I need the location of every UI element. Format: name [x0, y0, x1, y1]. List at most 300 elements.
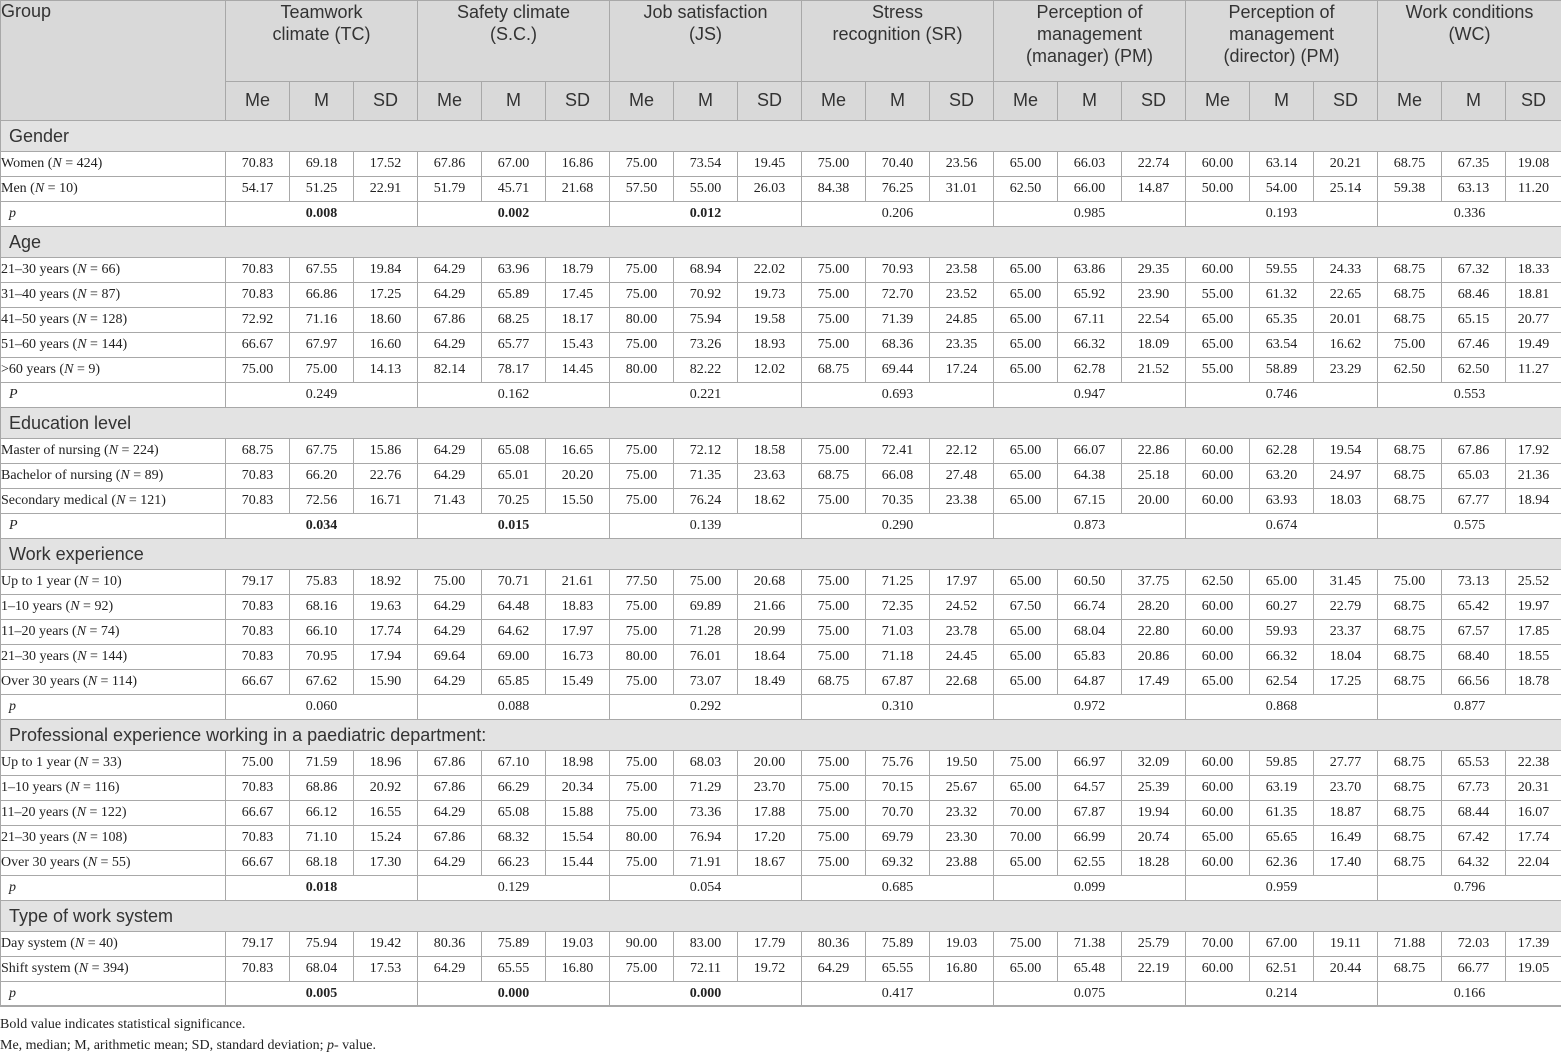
- row-label-count: = 394): [88, 961, 129, 976]
- value-cell: 68.75: [1378, 776, 1442, 801]
- value-cell: 65.00: [1186, 308, 1250, 333]
- value-cell: 22.02: [738, 258, 802, 283]
- value-cell: 20.31: [1506, 776, 1561, 801]
- p-value-cell: 0.075: [994, 982, 1186, 1007]
- value-cell: 17.40: [1314, 851, 1378, 876]
- value-cell: 57.50: [610, 177, 674, 202]
- value-cell: 23.29: [1314, 358, 1378, 383]
- table-row: [1, 489, 1561, 514]
- value-cell: 54.00: [1250, 177, 1314, 202]
- value-cell: 21.66: [738, 595, 802, 620]
- value-cell: 18.83: [546, 595, 610, 620]
- table-row: [1, 570, 1561, 595]
- value-cell: 75.00: [610, 464, 674, 489]
- value-cell: 75.00: [802, 851, 866, 876]
- section-header-row: [1, 227, 1561, 258]
- value-cell: 23.70: [738, 776, 802, 801]
- row-label-n: N: [64, 362, 74, 377]
- value-cell: 78.17: [482, 358, 546, 383]
- value-cell: 75.00: [226, 358, 290, 383]
- value-cell: 72.11: [674, 957, 738, 982]
- value-cell: 21.36: [1506, 464, 1561, 489]
- value-cell: 19.50: [930, 751, 994, 776]
- value-cell: 22.91: [354, 177, 418, 202]
- value-cell: 70.83: [226, 620, 290, 645]
- value-cell: 64.29: [418, 333, 482, 358]
- value-cell: 60.00: [1186, 751, 1250, 776]
- value-cell: 75.00: [802, 333, 866, 358]
- value-cell: 19.03: [930, 932, 994, 957]
- value-cell: 62.51: [1250, 957, 1314, 982]
- value-cell: 20.00: [738, 751, 802, 776]
- value-cell: 60.00: [1186, 489, 1250, 514]
- value-cell: 69.89: [674, 595, 738, 620]
- value-cell: 68.44: [1442, 801, 1506, 826]
- value-cell: 64.38: [1058, 464, 1122, 489]
- table-row: [1, 751, 1561, 776]
- value-cell: 11.20: [1506, 177, 1561, 202]
- value-cell: 20.92: [354, 776, 418, 801]
- value-cell: 20.74: [1122, 826, 1186, 851]
- p-value-cell: 0.417: [802, 982, 994, 1007]
- value-cell: 16.73: [546, 645, 610, 670]
- value-cell: 71.29: [674, 776, 738, 801]
- subheader-me: Me: [1378, 81, 1442, 120]
- value-cell: 67.86: [418, 826, 482, 851]
- subheader-me: Me: [1186, 81, 1250, 120]
- value-cell: 65.00: [994, 258, 1058, 283]
- row-label-n: N: [108, 443, 119, 458]
- value-cell: 67.10: [482, 751, 546, 776]
- value-cell: 68.75: [1378, 957, 1442, 982]
- value-cell: 67.75: [290, 439, 354, 464]
- value-cell: 68.18: [290, 851, 354, 876]
- value-cell: 64.29: [418, 464, 482, 489]
- value-cell: 68.75: [1378, 851, 1442, 876]
- value-cell: 68.32: [482, 826, 546, 851]
- value-cell: 68.16: [290, 595, 354, 620]
- value-cell: 75.00: [802, 570, 866, 595]
- value-cell: 60.00: [1186, 776, 1250, 801]
- value-cell: 15.88: [546, 801, 610, 826]
- value-cell: 80.36: [418, 932, 482, 957]
- value-cell: 75.00: [802, 283, 866, 308]
- value-cell: 65.01: [482, 464, 546, 489]
- value-cell: 18.58: [738, 439, 802, 464]
- row-label-count: = 224): [118, 443, 159, 458]
- value-cell: 66.74: [1058, 595, 1122, 620]
- value-cell: 75.00: [610, 851, 674, 876]
- value-cell: 69.79: [866, 826, 930, 851]
- value-cell: 68.46: [1442, 283, 1506, 308]
- value-cell: 63.20: [1250, 464, 1314, 489]
- value-cell: 20.77: [1506, 308, 1561, 333]
- row-label-text: 11–20 years (: [1, 805, 77, 820]
- row-label-count: = 9): [73, 362, 101, 377]
- value-cell: 71.38: [1058, 932, 1122, 957]
- value-cell: 65.00: [994, 776, 1058, 801]
- value-cell: 75.83: [290, 570, 354, 595]
- p-value-cell: 0.214: [1186, 982, 1378, 1007]
- value-cell: 18.64: [738, 645, 802, 670]
- value-cell: 68.75: [802, 358, 866, 383]
- value-cell: 62.54: [1250, 670, 1314, 695]
- value-cell: 22.68: [930, 670, 994, 695]
- row-label: [1, 570, 226, 595]
- row-label-n: N: [77, 262, 87, 277]
- p-value-cell: 0.000: [610, 982, 802, 1007]
- table-row: [1, 358, 1561, 383]
- value-cell: 69.44: [866, 358, 930, 383]
- value-cell: 65.00: [994, 851, 1058, 876]
- row-label-n: N: [77, 287, 87, 302]
- value-cell: 18.96: [354, 751, 418, 776]
- table-row: [1, 932, 1561, 957]
- value-cell: 37.75: [1122, 570, 1186, 595]
- row-label-n: N: [78, 755, 89, 770]
- value-cell: 71.91: [674, 851, 738, 876]
- value-cell: 75.00: [1378, 570, 1442, 595]
- row-label-count: = 121): [125, 493, 166, 508]
- row-label-count: = 74): [86, 624, 120, 639]
- row-label: [1, 957, 226, 982]
- value-cell: 17.45: [546, 283, 610, 308]
- value-cell: 67.87: [866, 670, 930, 695]
- value-cell: 19.05: [1506, 957, 1561, 982]
- value-cell: 66.86: [290, 283, 354, 308]
- value-cell: 20.34: [546, 776, 610, 801]
- footnote-p-symbol: p: [326, 1038, 334, 1053]
- value-cell: 65.00: [994, 464, 1058, 489]
- value-cell: 80.00: [610, 826, 674, 851]
- footnote-significance: Bold value indicates statistical significance.: [0, 1017, 246, 1032]
- subheader-me: Me: [418, 81, 482, 120]
- row-label-n: N: [76, 624, 87, 639]
- value-cell: 62.50: [994, 177, 1058, 202]
- row-label-text: Shift system (: [1, 961, 79, 976]
- value-cell: 61.32: [1250, 283, 1314, 308]
- value-cell: 64.62: [482, 620, 546, 645]
- footnote-abbrev-text: Me, median; M, arithmetic mean; SD, standard deviation;: [0, 1038, 327, 1053]
- row-label-count: = 424): [61, 156, 103, 171]
- table-row: [1, 826, 1561, 851]
- value-cell: 80.00: [610, 645, 674, 670]
- value-cell: 19.49: [1506, 333, 1561, 358]
- value-cell: 66.32: [1250, 645, 1314, 670]
- value-cell: 70.70: [866, 801, 930, 826]
- value-cell: 65.00: [994, 570, 1058, 595]
- row-label-count: = 144): [86, 337, 128, 352]
- value-cell: 18.93: [738, 333, 802, 358]
- value-cell: 65.85: [482, 670, 546, 695]
- value-cell: 75.94: [290, 932, 354, 957]
- value-cell: 18.67: [738, 851, 802, 876]
- value-cell: 18.55: [1506, 645, 1561, 670]
- value-cell: 62.36: [1250, 851, 1314, 876]
- value-cell: 72.56: [290, 489, 354, 514]
- row-label-n: N: [78, 961, 89, 976]
- value-cell: 70.83: [226, 957, 290, 982]
- value-cell: 67.86: [418, 751, 482, 776]
- row-label-n: N: [77, 649, 87, 664]
- table-row: [1, 258, 1561, 283]
- subheader-me: Me: [994, 81, 1058, 120]
- value-cell: 73.54: [674, 152, 738, 177]
- row-label-n: N: [52, 156, 62, 171]
- table-body: [1, 121, 1561, 1007]
- value-cell: 19.58: [738, 308, 802, 333]
- row-label-n: N: [87, 674, 98, 689]
- value-cell: 17.97: [546, 620, 610, 645]
- table-row: [1, 620, 1561, 645]
- p-value-cell: 0.746: [1186, 383, 1378, 408]
- row-label: [1, 283, 226, 308]
- value-cell: 72.92: [226, 308, 290, 333]
- value-cell: 31.01: [930, 177, 994, 202]
- value-cell: 21.52: [1122, 358, 1186, 383]
- value-cell: 65.89: [482, 283, 546, 308]
- value-cell: 69.32: [866, 851, 930, 876]
- value-cell: 22.65: [1314, 283, 1378, 308]
- metric-header-sr: Stress recognition (SR): [802, 1, 994, 82]
- value-cell: 67.77: [1442, 489, 1506, 514]
- value-cell: 65.42: [1442, 595, 1506, 620]
- row-label-text: 1–10 years (: [1, 599, 71, 614]
- value-cell: 71.18: [866, 645, 930, 670]
- value-cell: 22.86: [1122, 439, 1186, 464]
- value-cell: 75.00: [610, 776, 674, 801]
- p-value-cell: 0.054: [610, 876, 802, 901]
- section-title: Education level: [1, 408, 1561, 439]
- value-cell: 73.13: [1442, 570, 1506, 595]
- value-cell: 16.80: [546, 957, 610, 982]
- section-title: Age: [1, 227, 1561, 258]
- value-cell: 14.13: [354, 358, 418, 383]
- value-cell: 73.36: [674, 801, 738, 826]
- value-cell: 68.75: [1378, 258, 1442, 283]
- value-cell: 75.00: [418, 570, 482, 595]
- value-cell: 23.70: [1314, 776, 1378, 801]
- p-value-cell: 0.166: [1378, 982, 1561, 1007]
- section-header-row: [1, 408, 1561, 439]
- value-cell: 25.52: [1506, 570, 1561, 595]
- value-cell: 71.16: [290, 308, 354, 333]
- value-cell: 62.50: [1442, 358, 1506, 383]
- metric-header-tc: Teamwork climate (TC): [226, 1, 418, 82]
- value-cell: 64.32: [1442, 851, 1506, 876]
- value-cell: 75.00: [610, 152, 674, 177]
- value-cell: 60.00: [1186, 595, 1250, 620]
- value-cell: 60.00: [1186, 439, 1250, 464]
- value-cell: 75.00: [610, 751, 674, 776]
- value-cell: 65.00: [1250, 570, 1314, 595]
- metric-header-js: Job satisfaction (JS): [610, 1, 802, 82]
- subheader-sd: SD: [1122, 81, 1186, 120]
- value-cell: 66.00: [1058, 177, 1122, 202]
- value-cell: 20.86: [1122, 645, 1186, 670]
- table-row: [1, 177, 1561, 202]
- row-label-text: 51–60 years (: [1, 337, 78, 352]
- value-cell: 68.75: [1378, 801, 1442, 826]
- row-label-count: = 33): [88, 755, 122, 770]
- row-label: [1, 801, 226, 826]
- value-cell: 59.93: [1250, 620, 1314, 645]
- footnote-abbrev-suffix: - value.: [333, 1038, 376, 1053]
- value-cell: 75.00: [1378, 333, 1442, 358]
- value-cell: 68.75: [1378, 751, 1442, 776]
- value-cell: 51.25: [290, 177, 354, 202]
- metric-header-wc: Work conditions (WC): [1378, 1, 1561, 82]
- row-label-text: Master of nursing (: [1, 443, 109, 458]
- value-cell: 68.75: [1378, 464, 1442, 489]
- value-cell: 75.00: [802, 620, 866, 645]
- value-cell: 23.52: [930, 283, 994, 308]
- value-cell: 80.00: [610, 358, 674, 383]
- value-cell: 17.25: [1314, 670, 1378, 695]
- metric-header-pm-director: Perception of management (director) (PM): [1186, 1, 1378, 82]
- value-cell: 45.71: [482, 177, 546, 202]
- value-cell: 64.87: [1058, 670, 1122, 695]
- value-cell: 16.71: [354, 489, 418, 514]
- value-cell: 70.00: [994, 801, 1058, 826]
- value-cell: 16.07: [1506, 801, 1561, 826]
- value-cell: 70.40: [866, 152, 930, 177]
- value-cell: 65.53: [1442, 751, 1506, 776]
- p-value-cell: 0.685: [802, 876, 994, 901]
- row-label: [1, 851, 226, 876]
- subheader-sd: SD: [1314, 81, 1378, 120]
- value-cell: 67.32: [1442, 258, 1506, 283]
- value-cell: 15.24: [354, 826, 418, 851]
- value-cell: 70.83: [226, 464, 290, 489]
- value-cell: 67.00: [1250, 932, 1314, 957]
- table-bottom-rule: [0, 1005, 1561, 1006]
- value-cell: 71.10: [290, 826, 354, 851]
- value-cell: 24.33: [1314, 258, 1378, 283]
- value-cell: 63.19: [1250, 776, 1314, 801]
- subheader-sd: SD: [738, 81, 802, 120]
- p-value-cell: 0.290: [802, 514, 994, 539]
- subheader-mean: M: [1442, 81, 1506, 120]
- value-cell: 75.00: [802, 489, 866, 514]
- value-cell: 70.93: [866, 258, 930, 283]
- table-row: [1, 283, 1561, 308]
- value-cell: 19.97: [1506, 595, 1561, 620]
- p-label: p: [1, 982, 226, 1007]
- value-cell: 75.00: [610, 670, 674, 695]
- value-cell: 75.00: [994, 932, 1058, 957]
- value-cell: 75.00: [802, 439, 866, 464]
- value-cell: 27.48: [930, 464, 994, 489]
- value-cell: 31.45: [1314, 570, 1378, 595]
- value-cell: 72.70: [866, 283, 930, 308]
- value-cell: 16.55: [354, 801, 418, 826]
- row-label-n: N: [76, 805, 87, 820]
- value-cell: 67.46: [1442, 333, 1506, 358]
- value-cell: 18.03: [1314, 489, 1378, 514]
- value-cell: 83.00: [674, 932, 738, 957]
- p-value-cell: 0.008: [226, 202, 418, 227]
- value-cell: 75.00: [610, 283, 674, 308]
- table-row: [1, 851, 1561, 876]
- value-cell: 23.38: [930, 489, 994, 514]
- value-cell: 62.28: [1250, 439, 1314, 464]
- value-cell: 75.00: [610, 801, 674, 826]
- value-cell: 22.74: [1122, 152, 1186, 177]
- value-cell: 20.21: [1314, 152, 1378, 177]
- value-cell: 18.94: [1506, 489, 1561, 514]
- row-label: [1, 177, 226, 202]
- value-cell: 65.00: [994, 308, 1058, 333]
- row-label-n: N: [78, 574, 89, 589]
- value-cell: 17.25: [354, 283, 418, 308]
- subheader-me: Me: [610, 81, 674, 120]
- value-cell: 68.40: [1442, 645, 1506, 670]
- row-label: [1, 152, 226, 177]
- section-title: Gender: [1, 121, 1561, 152]
- p-value-cell: 0.099: [994, 876, 1186, 901]
- subheader-me: Me: [802, 81, 866, 120]
- subheader-mean: M: [674, 81, 738, 120]
- p-value-cell: 0.796: [1378, 876, 1561, 901]
- value-cell: 20.99: [738, 620, 802, 645]
- value-cell: 22.38: [1506, 751, 1561, 776]
- value-cell: 68.75: [1378, 670, 1442, 695]
- value-cell: 80.36: [802, 932, 866, 957]
- value-cell: 61.35: [1250, 801, 1314, 826]
- row-label-n: N: [34, 181, 45, 196]
- row-label-count: = 114): [97, 674, 138, 689]
- value-cell: 75.00: [802, 308, 866, 333]
- p-value-cell: 0.129: [418, 876, 610, 901]
- value-cell: 63.14: [1250, 152, 1314, 177]
- section-header-row: [1, 121, 1561, 152]
- value-cell: 11.27: [1506, 358, 1561, 383]
- row-label: [1, 620, 226, 645]
- value-cell: 60.00: [1186, 620, 1250, 645]
- value-cell: 20.00: [1122, 489, 1186, 514]
- row-label-text: Over 30 years (: [1, 674, 88, 689]
- value-cell: 68.25: [482, 308, 546, 333]
- value-cell: 65.77: [482, 333, 546, 358]
- value-cell: 18.28: [1122, 851, 1186, 876]
- value-cell: 19.42: [354, 932, 418, 957]
- value-cell: 19.84: [354, 258, 418, 283]
- value-cell: 65.55: [482, 957, 546, 982]
- value-cell: 66.67: [226, 801, 290, 826]
- value-cell: 65.00: [994, 358, 1058, 383]
- row-label-text: Up to 1 year (: [1, 574, 79, 589]
- value-cell: 16.49: [1314, 826, 1378, 851]
- p-value-cell: 0.292: [610, 695, 802, 720]
- value-cell: 17.24: [930, 358, 994, 383]
- value-cell: 65.00: [994, 333, 1058, 358]
- subheader-sd: SD: [354, 81, 418, 120]
- value-cell: 68.04: [290, 957, 354, 982]
- value-cell: 23.56: [930, 152, 994, 177]
- value-cell: 75.00: [802, 826, 866, 851]
- value-cell: 84.38: [802, 177, 866, 202]
- value-cell: 70.35: [866, 489, 930, 514]
- p-label: P: [1, 383, 226, 408]
- p-value-row: [1, 514, 1561, 539]
- value-cell: 15.50: [546, 489, 610, 514]
- row-label-n: N: [70, 599, 80, 614]
- section-title: Type of work system: [1, 901, 1561, 932]
- value-cell: 14.45: [546, 358, 610, 383]
- p-value-cell: 0.985: [994, 202, 1186, 227]
- value-cell: 17.79: [738, 932, 802, 957]
